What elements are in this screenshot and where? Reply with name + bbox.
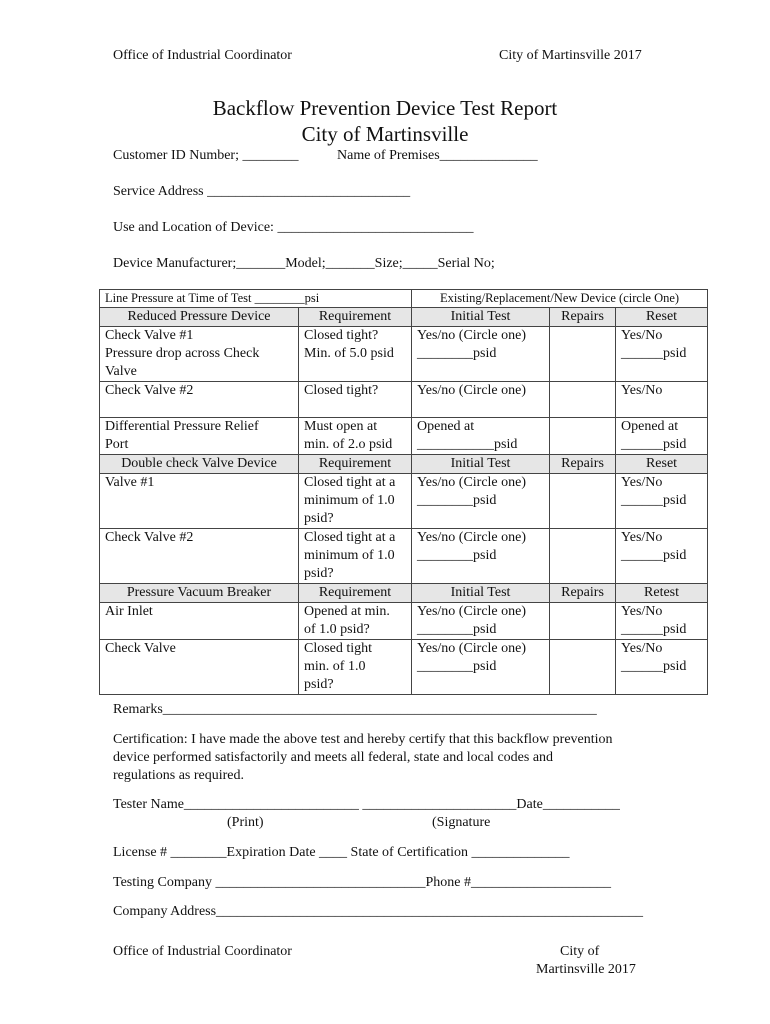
repairs-cell[interactable] — [550, 640, 616, 695]
requirement-cell: Closed tight? — [299, 382, 412, 418]
requirement-cell: Must open at min. of 2.o psid — [299, 418, 412, 455]
pvb-header-cell: Retest — [616, 584, 708, 603]
tester-name-field[interactable]: Tester Name_________________________ ______________________Date___________ — [113, 797, 620, 812]
device-cell: Check Valve #2 — [100, 382, 299, 418]
rpd-header-row — [100, 308, 708, 327]
license-field[interactable]: License # ________Expiration Date ____ State of Certification ______________ — [113, 845, 570, 860]
pvb-section — [100, 584, 708, 695]
device-cell: Check Valve #1 Pressure drop across Check Valve — [100, 327, 299, 382]
document-subtitle: City of Martinsville — [301, 122, 469, 146]
reset-cell[interactable]: Yes/No ______psid — [616, 603, 708, 640]
line-pressure-field[interactable]: Line Pressure at Time of Test ________psi — [100, 290, 412, 308]
table-top-row — [100, 290, 708, 308]
rpd-header-cell: Repairs — [550, 308, 616, 327]
device-cell: Check Valve — [100, 640, 299, 695]
pvb-header-cell: Requirement — [299, 584, 412, 603]
reset-cell[interactable]: Yes/No ______psid — [616, 474, 708, 529]
customer-id-field[interactable]: Customer ID Number; ________ — [113, 148, 299, 163]
requirement-cell: Closed tight? Min. of 5.0 psid — [299, 327, 412, 382]
reset-cell[interactable]: Yes/No ______psid — [616, 327, 708, 382]
reset-cell[interactable]: Yes/No ______psid — [616, 640, 708, 695]
rpd-header-cell: Initial Test — [412, 308, 550, 327]
testing-company-field[interactable]: Testing Company ______________________________Phone #____________________ — [113, 875, 611, 890]
device-location-field[interactable]: Use and Location of Device: ____________________________ — [113, 220, 474, 235]
table-row — [100, 529, 708, 584]
rpd-header-cell: Requirement — [299, 308, 412, 327]
dcv-header-cell: Repairs — [550, 455, 616, 474]
rpd-header-cell: Reduced Pressure Device — [100, 308, 299, 327]
table-row — [100, 603, 708, 640]
header-city-year: City of Martinsville 2017 — [499, 48, 642, 63]
header-office: Office of Industrial Coordinator — [113, 48, 292, 63]
repairs-cell[interactable] — [550, 382, 616, 418]
repairs-cell[interactable] — [550, 474, 616, 529]
signature-label: (Signature — [432, 815, 491, 830]
reset-cell[interactable]: Yes/No — [616, 382, 708, 418]
repairs-cell[interactable] — [550, 603, 616, 640]
footer-city: City of — [560, 944, 600, 959]
initial-test-cell[interactable]: Yes/no (Circle one) ________psid — [412, 640, 550, 695]
table-row — [100, 418, 708, 455]
certification-line-3: regulations as required. — [113, 768, 245, 783]
certification-line-2: device performed satisfactorily and meets all federal, state and local codes and — [113, 750, 554, 765]
table-row — [100, 382, 708, 418]
requirement-cell: Opened at min. of 1.0 psid? — [299, 603, 412, 640]
certification-line-1: Certification: I have made the above test and hereby certify that this backflow prevention — [113, 732, 613, 747]
company-address-field[interactable]: Company Address_____________________________________________________________ — [113, 904, 644, 919]
service-address-field[interactable]: Service Address _____________________________ — [113, 184, 411, 199]
initial-test-cell[interactable]: Yes/no (Circle one) ________psid — [412, 529, 550, 584]
repairs-cell[interactable] — [550, 418, 616, 455]
rpd-section — [100, 308, 708, 455]
device-cell: Air Inlet — [100, 603, 299, 640]
dcv-header-cell: Initial Test — [412, 455, 550, 474]
pvb-header-row — [100, 584, 708, 603]
table-row — [100, 474, 708, 529]
initial-test-cell[interactable]: Yes/no (Circle one) — [412, 382, 550, 418]
initial-test-cell[interactable]: Yes/no (Circle one) ________psid — [412, 327, 550, 382]
repairs-cell[interactable] — [550, 529, 616, 584]
remarks-field[interactable]: Remarks______________________________________________________________ — [113, 702, 597, 717]
pvb-header-cell: Initial Test — [412, 584, 550, 603]
test-results-table — [99, 289, 708, 695]
dcv-header-cell: Double check Valve Device — [100, 455, 299, 474]
repairs-cell[interactable] — [550, 327, 616, 382]
pvb-header-cell: Repairs — [550, 584, 616, 603]
table-row — [100, 327, 708, 382]
requirement-cell: Closed tight min. of 1.0 psid? — [299, 640, 412, 695]
initial-test-cell[interactable]: Yes/no (Circle one) ________psid — [412, 603, 550, 640]
device-status-field[interactable]: Existing/Replacement/New Device (circle One) — [412, 290, 708, 308]
device-cell: Differential Pressure Relief Port — [100, 418, 299, 455]
reset-cell[interactable]: Yes/No ______psid — [616, 529, 708, 584]
pvb-header-cell: Pressure Vacuum Breaker — [100, 584, 299, 603]
dcv-section — [100, 455, 708, 584]
requirement-cell: Closed tight at a minimum of 1.0 psid? — [299, 474, 412, 529]
footer-office: Office of Industrial Coordinator — [113, 944, 292, 959]
rpd-header-cell: Reset — [616, 308, 708, 327]
dcv-header-cell: Requirement — [299, 455, 412, 474]
device-cell: Valve #1 — [100, 474, 299, 529]
document-title: Backflow Prevention Device Test Report — [212, 96, 558, 120]
initial-test-cell[interactable]: Opened at ___________psid — [412, 418, 550, 455]
reset-cell[interactable]: Opened at ______psid — [616, 418, 708, 455]
requirement-cell: Closed tight at a minimum of 1.0 psid? — [299, 529, 412, 584]
dcv-header-row — [100, 455, 708, 474]
dcv-header-cell: Reset — [616, 455, 708, 474]
initial-test-cell[interactable]: Yes/no (Circle one) ________psid — [412, 474, 550, 529]
print-label: (Print) — [227, 815, 264, 830]
device-info-field[interactable]: Device Manufacturer;_______Model;_______Size;_____Serial No; — [113, 256, 495, 271]
footer-city-year: Martinsville 2017 — [536, 962, 636, 977]
device-cell: Check Valve #2 — [100, 529, 299, 584]
table-row — [100, 640, 708, 695]
premises-field[interactable]: Name of Premises______________ — [337, 148, 538, 163]
